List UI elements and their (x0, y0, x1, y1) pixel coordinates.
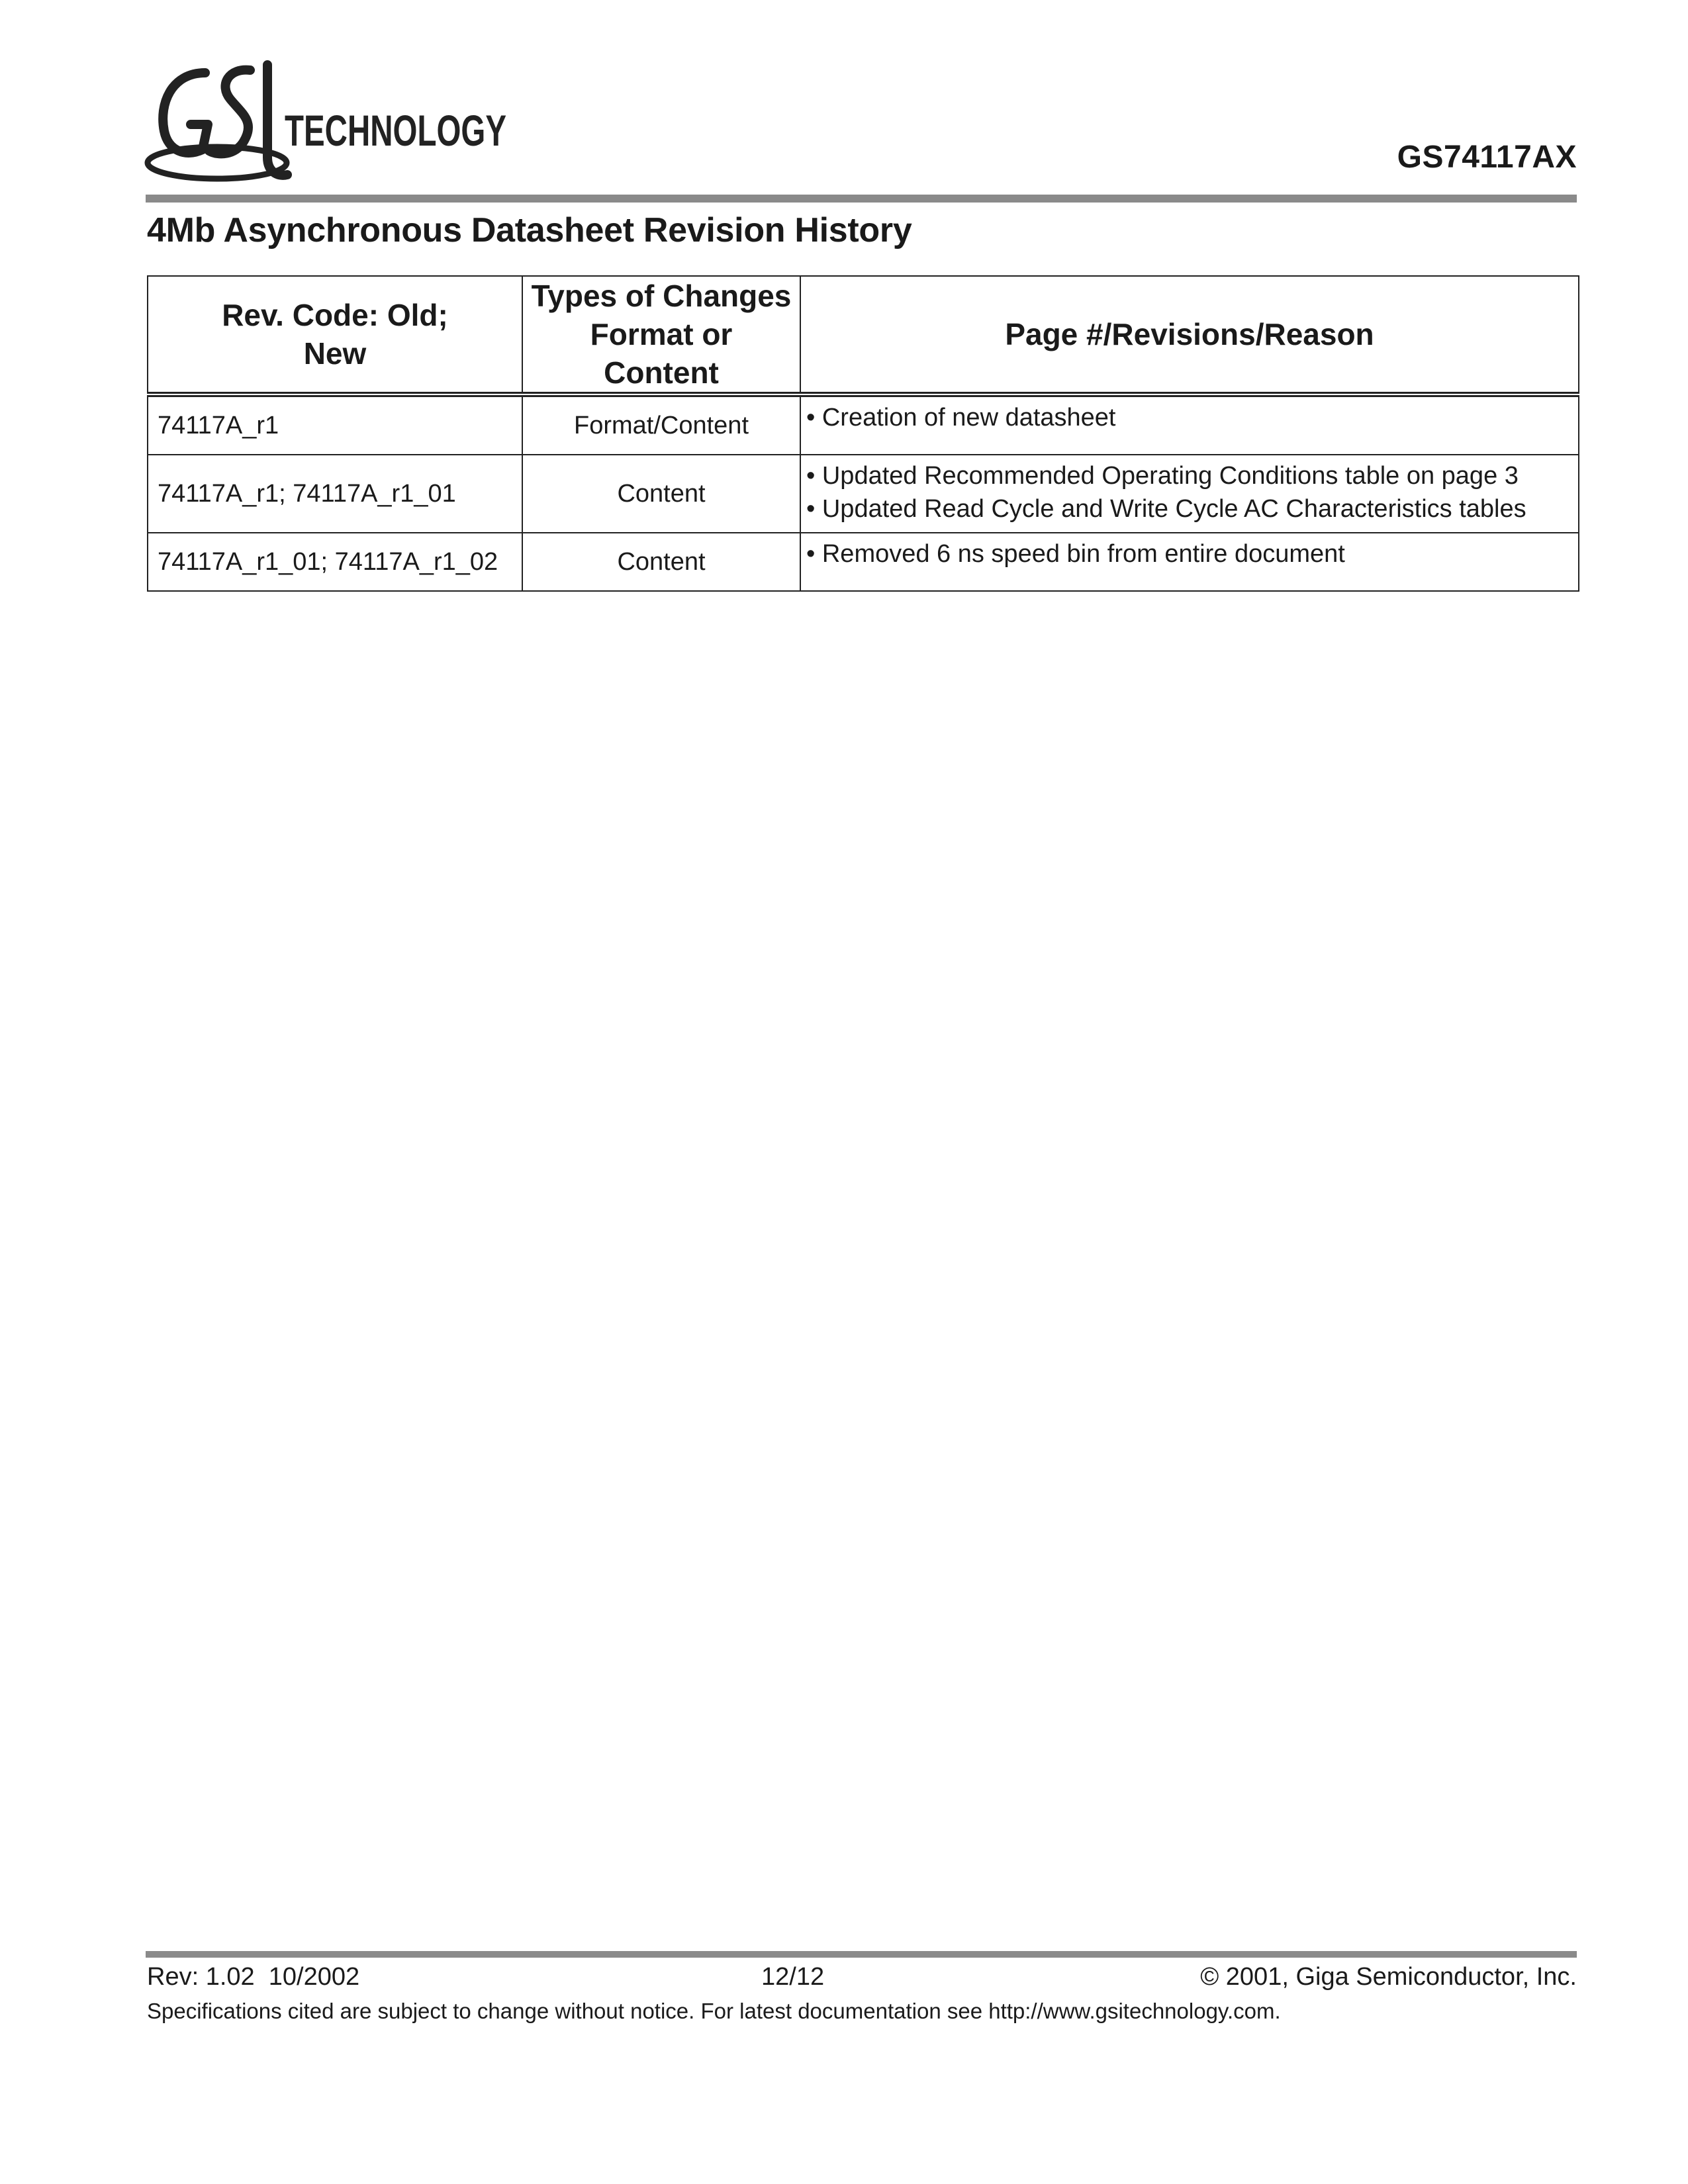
gsi-technology-logo (144, 58, 515, 191)
column-header-change-type (522, 276, 800, 394)
rev-code-header-line1: Rev. Code: Old; (222, 298, 448, 332)
revisions-cell (800, 394, 1579, 455)
footer-revision: Rev: 1.02 10/2002 (147, 1963, 360, 1991)
revision-history-table (147, 275, 1579, 592)
change-type-header-line1: Types of Changes (531, 279, 792, 313)
revision-item: • Updated Recommended Operating Conditions table on page 3 (806, 462, 1519, 490)
table-row (148, 533, 1579, 591)
header-rule (146, 195, 1577, 203)
revision-item: • Updated Read Cycle and Write Cycle AC Characteristics tables (806, 495, 1526, 523)
change-type-header-line2: Format or Content (590, 317, 733, 390)
rev-code-header-line2: New (303, 336, 367, 371)
table-row (148, 394, 1579, 455)
footer-page-number: 12/12 (761, 1963, 825, 1991)
footer-copyright: © 2001, Giga Semiconductor, Inc. (1200, 1963, 1577, 1991)
table-header-row (148, 276, 1579, 394)
revisions-cell (800, 455, 1579, 533)
revisions-cell (800, 533, 1579, 591)
footer-note: Specifications cited are subject to change without notice. For latest documentation see http://www.gsitechnology.com. (147, 1999, 1281, 2023)
rev-code-cell: 74117A_r1_01; 74117A_r1_02 (148, 533, 522, 591)
revision-item: • Creation of new datasheet (806, 404, 1116, 432)
part-number: GS74117AX (1397, 140, 1577, 175)
column-header-rev-code (148, 276, 522, 394)
footer-rule (146, 1951, 1577, 1958)
change-type-cell: Content (522, 533, 800, 591)
change-type-cell: Content (522, 455, 800, 533)
rev-code-cell: 74117A_r1; 74117A_r1_01 (148, 455, 522, 533)
svg-text:TECHNOLOGY: TECHNOLOGY (285, 106, 506, 155)
revision-item: • Removed 6 ns speed bin from entire document (806, 540, 1345, 568)
page-title: 4Mb Asynchronous Datasheet Revision History (147, 211, 912, 250)
rev-code-cell: 74117A_r1 (148, 394, 522, 455)
table-row (148, 455, 1579, 533)
column-header-revisions: Page #/Revisions/Reason (800, 276, 1579, 394)
change-type-cell: Format/Content (522, 394, 800, 455)
